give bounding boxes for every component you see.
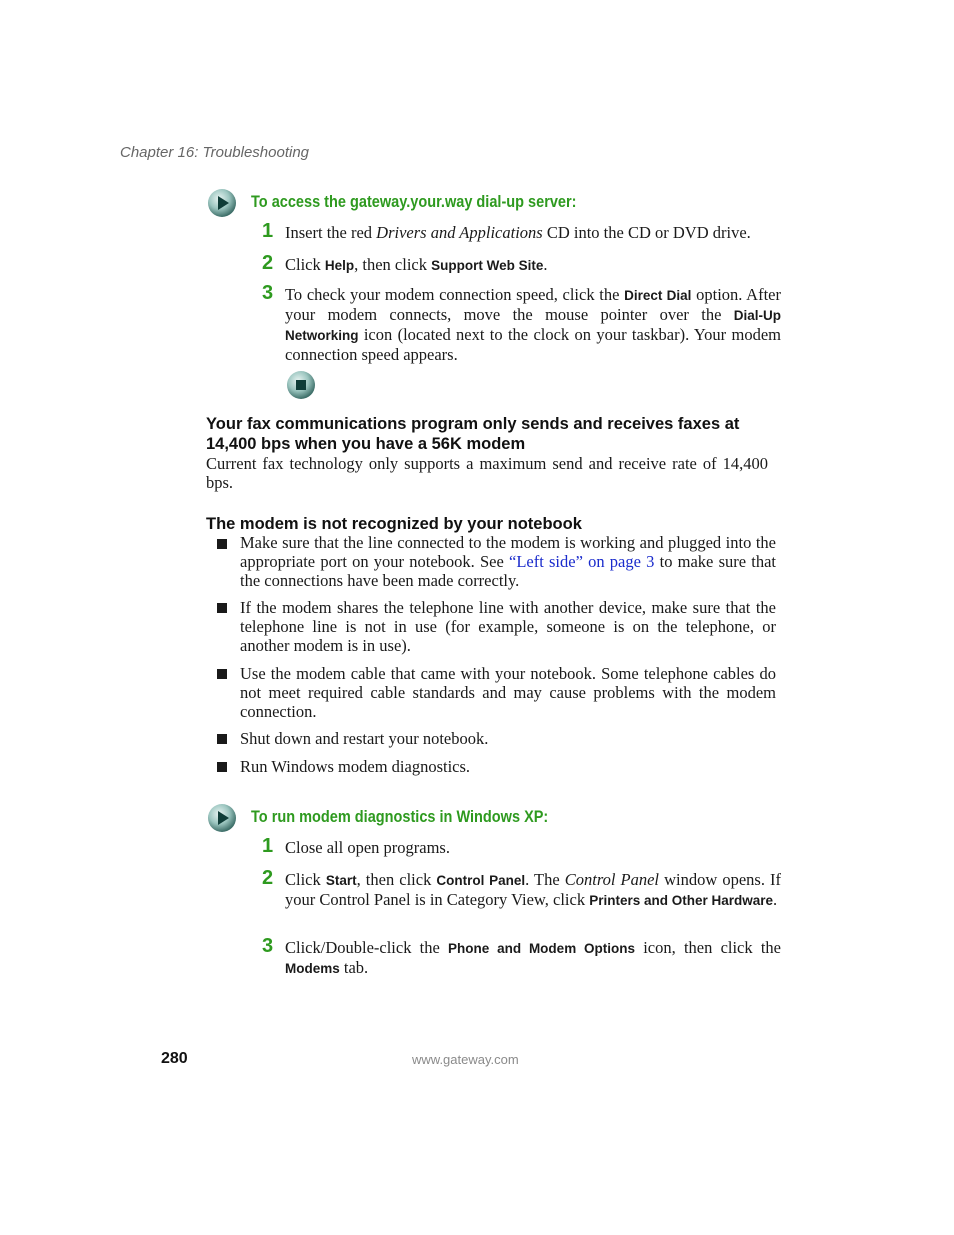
section-body: Current fax technology only supports a maximum send and receive rate of 14,400 bps. [206,454,768,492]
list-item: If the modem shares the telephone line with another device, make sure that the telephone line is not in use (for example, someone is on the telephone, or another modem is in use). [240,598,776,655]
ui-term: Start [325,873,357,888]
section-heading: The modem is not recognized by your notebook [206,515,582,533]
bullet-square [217,603,227,613]
step-number: 1 [262,220,274,242]
procedure-heading: To run modem diagnostics in Windows XP: [251,808,549,826]
cross-reference-link[interactable]: “Left side” on page 3 [509,552,655,571]
step-number: 2 [262,867,274,889]
section-heading: Your fax communications program only sends and receives faxes at 14,400 bps when you have a 56K modem [206,415,740,453]
stop-icon [286,370,316,400]
ui-term: Control Panel [436,873,526,888]
step-text: Click Help, then click Support Web Site. [285,255,548,274]
step-number: 3 [262,282,274,304]
step-text: To check your modem connection speed, click the Direct Dial option. After your modem connects, move the mouse pointer over the Dial-Up Networking icon (located next to the clock on your taskbar). Your modem connection speed appears. [285,285,781,364]
ui-term: Phone and Modem Options [448,941,636,956]
bullet-square [217,669,227,679]
list-item: Make sure that the line connected to the modem is working and plugged into the appropriate port on your notebook. See “Left side” on page 3 to make sure that the connections have been made correctly. [240,533,776,590]
step-number: 1 [262,835,274,857]
step-text: Click Start, then click Control Panel. The Control Panel window opens. If your Control Panel is in Category View, click Printers and Other Hardware. [285,870,782,909]
bullet-square [217,539,227,549]
step-text: Insert the red Drivers and Applications CD into the CD or DVD drive. [285,223,751,242]
ui-term: Modems [285,961,340,976]
page-number: 280 [161,1050,188,1067]
list-item: Use the modem cable that came with your notebook. Some telephone cables do not meet required cable standards and may cause problems with the modem connection. [240,664,776,721]
step-number: 2 [262,252,274,274]
bullet-square [217,734,227,744]
ui-term: Printers and Other Hardware [589,893,774,908]
list-item: Shut down and restart your notebook. [240,729,489,748]
step-text: Click/Double-click the Phone and Modem Options icon, then click the Modems tab. [285,938,781,977]
ui-term: Direct Dial [624,288,692,303]
bullet-square [217,762,227,772]
footer-url: www.gateway.com [412,1052,519,1067]
list-item: Run Windows modem diagnostics. [240,757,471,776]
ui-term: Dial-Up Networking [285,308,781,343]
step-number: 3 [262,935,274,957]
play-icon [207,188,237,218]
ui-term: Help [324,258,355,273]
play-icon [207,803,237,833]
step-text: Close all open programs. [285,838,450,857]
ui-term: Support Web Site [431,258,544,273]
chapter-header: Chapter 16: Troubleshooting [120,144,310,161]
procedure-heading: To access the gateway.your.way dial-up server: [251,193,577,211]
